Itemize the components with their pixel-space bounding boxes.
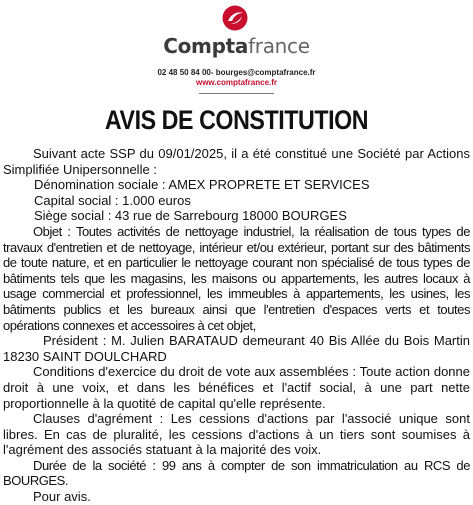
brand-name-bold: Compta: [163, 34, 249, 58]
paragraph-duration: Durée de la société : 99 ans à compter de son immatriculation au RCS de BOURGES.: [3, 457, 470, 489]
paragraph-voting-rights: Conditions d'exercice du droit de vote aux assemblées : Toute action donne droit à une voix, et dans les bénéfices et l'actif social, à une part nette proportionnelle à la quotité de capital qu'elle représente.: [3, 364, 470, 411]
paragraph-closing: Pour avis.: [33, 489, 91, 505]
comptafrance-logo-icon: [222, 5, 248, 31]
paragraph-deed: Suivant acte SSP du 09/01/2025, il a été constitué une Société par Actions Simplifiée Unipersonnelle :: [3, 146, 470, 177]
notice-title: AVIS DE CONSTITUTION: [104, 105, 369, 135]
brand-name-light: france: [248, 34, 310, 58]
contact-line: 02 48 50 84 00- bourges@comptafrance.fr: [157, 68, 316, 77]
notice-body: [3, 146, 470, 505]
paragraph-president: Président : M. Julien BARATAUD demeurant 40 Bis Allée du Bois Martin 18230 SAINT DOULCHARD: [3, 333, 470, 364]
header-divider: [199, 93, 274, 94]
paragraph-approval-clauses: Clauses d'agrément : Les cessions d'actions par l'associé unique sont libres. En cas de pluralité, les cessions d'actions à un tiers sont soumises à l'agrément des associés statuant à la majorité des voix.: [3, 411, 470, 458]
brand-name: [0, 34, 473, 58]
paragraph-head-office: Siège social : 43 rue de Sarrebourg 18000 BOURGES: [34, 208, 347, 224]
paragraph-company-name: Dénomination sociale : AMEX PROPRETE ET SERVICES: [34, 177, 370, 193]
website-link[interactable]: www.comptafrance.fr: [195, 78, 278, 87]
paragraph-capital: Capital social : 1.000 euros: [34, 192, 191, 208]
paragraph-purpose: Objet : Toutes activités de nettoyage industriel, la réalisation de tous types de travaux d'entretien et de nettoyage, intérieur et/ou extérieur, portant sur des bâtiments de toute nature, et en particulier le nettoyage courant non spécialisé de tous types de bâtiments tels que les magasins, les maisons ou appartements, les autres locaux à usage commercial et professionnel, les immeubles à appartements, les usines, les bâtiments publics et les bureaux ainsi que l'entretien d'espaces verts et toutes opérations connexes et accessoires à cet objet,: [3, 223, 470, 333]
